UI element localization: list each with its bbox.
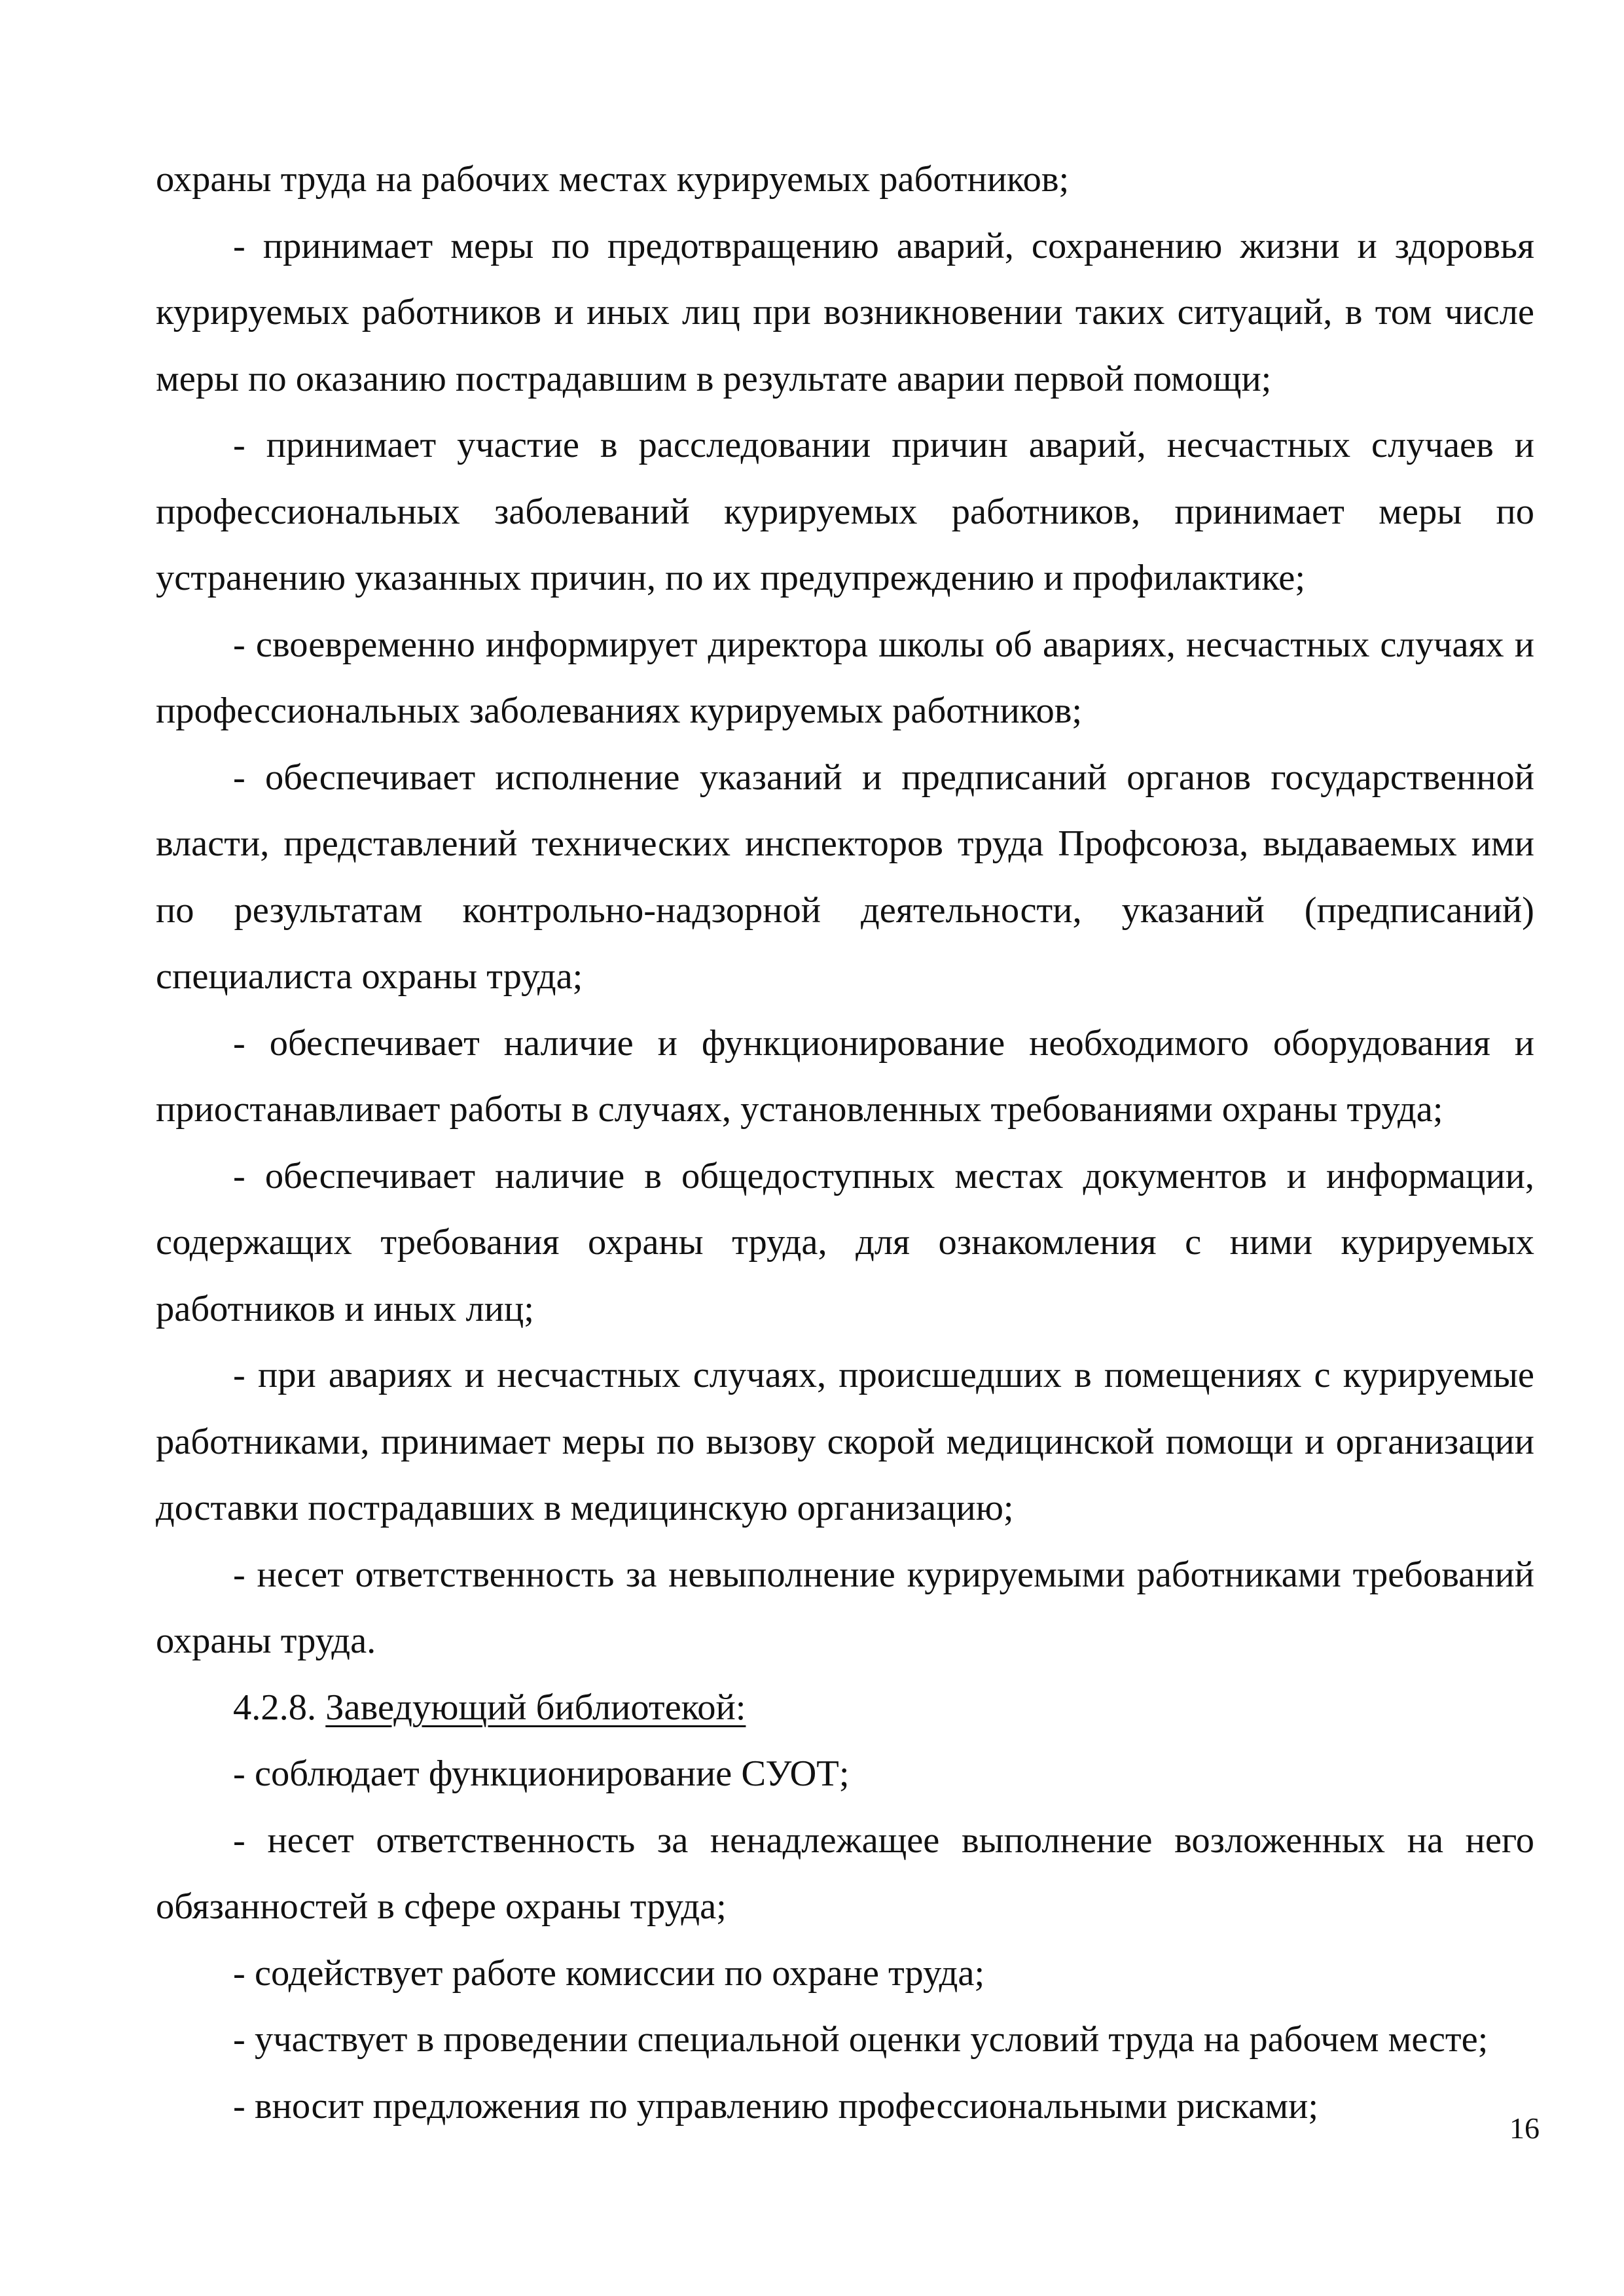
- page-number: 16: [1509, 2111, 1540, 2145]
- librarian-duty-risks: - вносит предложения по управлению профессиональными рисками;: [233, 2085, 1319, 2126]
- paragraph-medical-help: - при авариях и несчастных случаях, происшедших в помещениях с курируемые работниками, принимает меры по вызову скорой медицинской помощи и организации доставки пострадавших в медицинскую организацию;: [156, 1355, 1534, 1528]
- paragraph-responsibility: - несет ответственность за невыполнение курируемыми работниками требований охраны труда.: [156, 1554, 1534, 1661]
- paragraph-execute-orders: - обеспечивает исполнение указаний и предписаний органов государственной власти, представлений технических инспекторов труда Профсоюза, выдаваемых ими по результатам контрольно-надзорной деятельности, указаний (предписаний) специалиста охраны труда;: [156, 757, 1534, 997]
- paragraph-documents-availability: - обеспечивает наличие в общедоступных местах документов и информации, содержащих требования охраны труда, для ознакомления с ними курируемых работников и иных лиц;: [156, 1155, 1534, 1329]
- paragraph-continuation: охраны труда на рабочих местах курируемых работников;: [156, 159, 1070, 200]
- paragraph-equipment: - обеспечивает наличие и функционирование необходимого оборудования и приостанавливает работы в случаях, установленных требованиями охраны труда;: [156, 1022, 1534, 1130]
- section-title: Заведующий библиотекой:: [325, 1687, 746, 1728]
- paragraph-investigation: - принимает участие в расследовании причин аварий, несчастных случаев и профессиональных заболеваний курируемых работников, принимает меры по устранению указанных причин, по их предупреждению и профилактике;: [156, 425, 1534, 598]
- librarian-duty-commission: - содействует работе комиссии по охране труда;: [233, 1952, 985, 1994]
- section-heading: [156, 1675, 1534, 1742]
- librarian-duty-suot: - соблюдает функционирование СУОТ;: [233, 1753, 850, 1794]
- librarian-duty-special-assessment: - участвует в проведении специальной оценки условий труда на рабочем месте;: [233, 2019, 1489, 2060]
- paragraph-prevent-accidents: - принимает меры по предотвращению аварий, сохранению жизни и здоровья курируемых работников и иных лиц при возникновении таких ситуаций, в том числе меры по оказанию пострадавшим в результате аварии первой помощи;: [156, 225, 1534, 399]
- section-number: 4.2.8.: [233, 1687, 317, 1728]
- librarian-duty-responsibility: - несет ответственность за ненадлежащее выполнение возложенных на него обязанностей в сфере охраны труда;: [156, 1820, 1534, 1927]
- document-page: [156, 147, 1534, 2140]
- paragraph-inform-director: - своевременно информирует директора школы об авариях, несчастных случаях и профессиональных заболеваниях курируемых работников;: [156, 624, 1534, 731]
